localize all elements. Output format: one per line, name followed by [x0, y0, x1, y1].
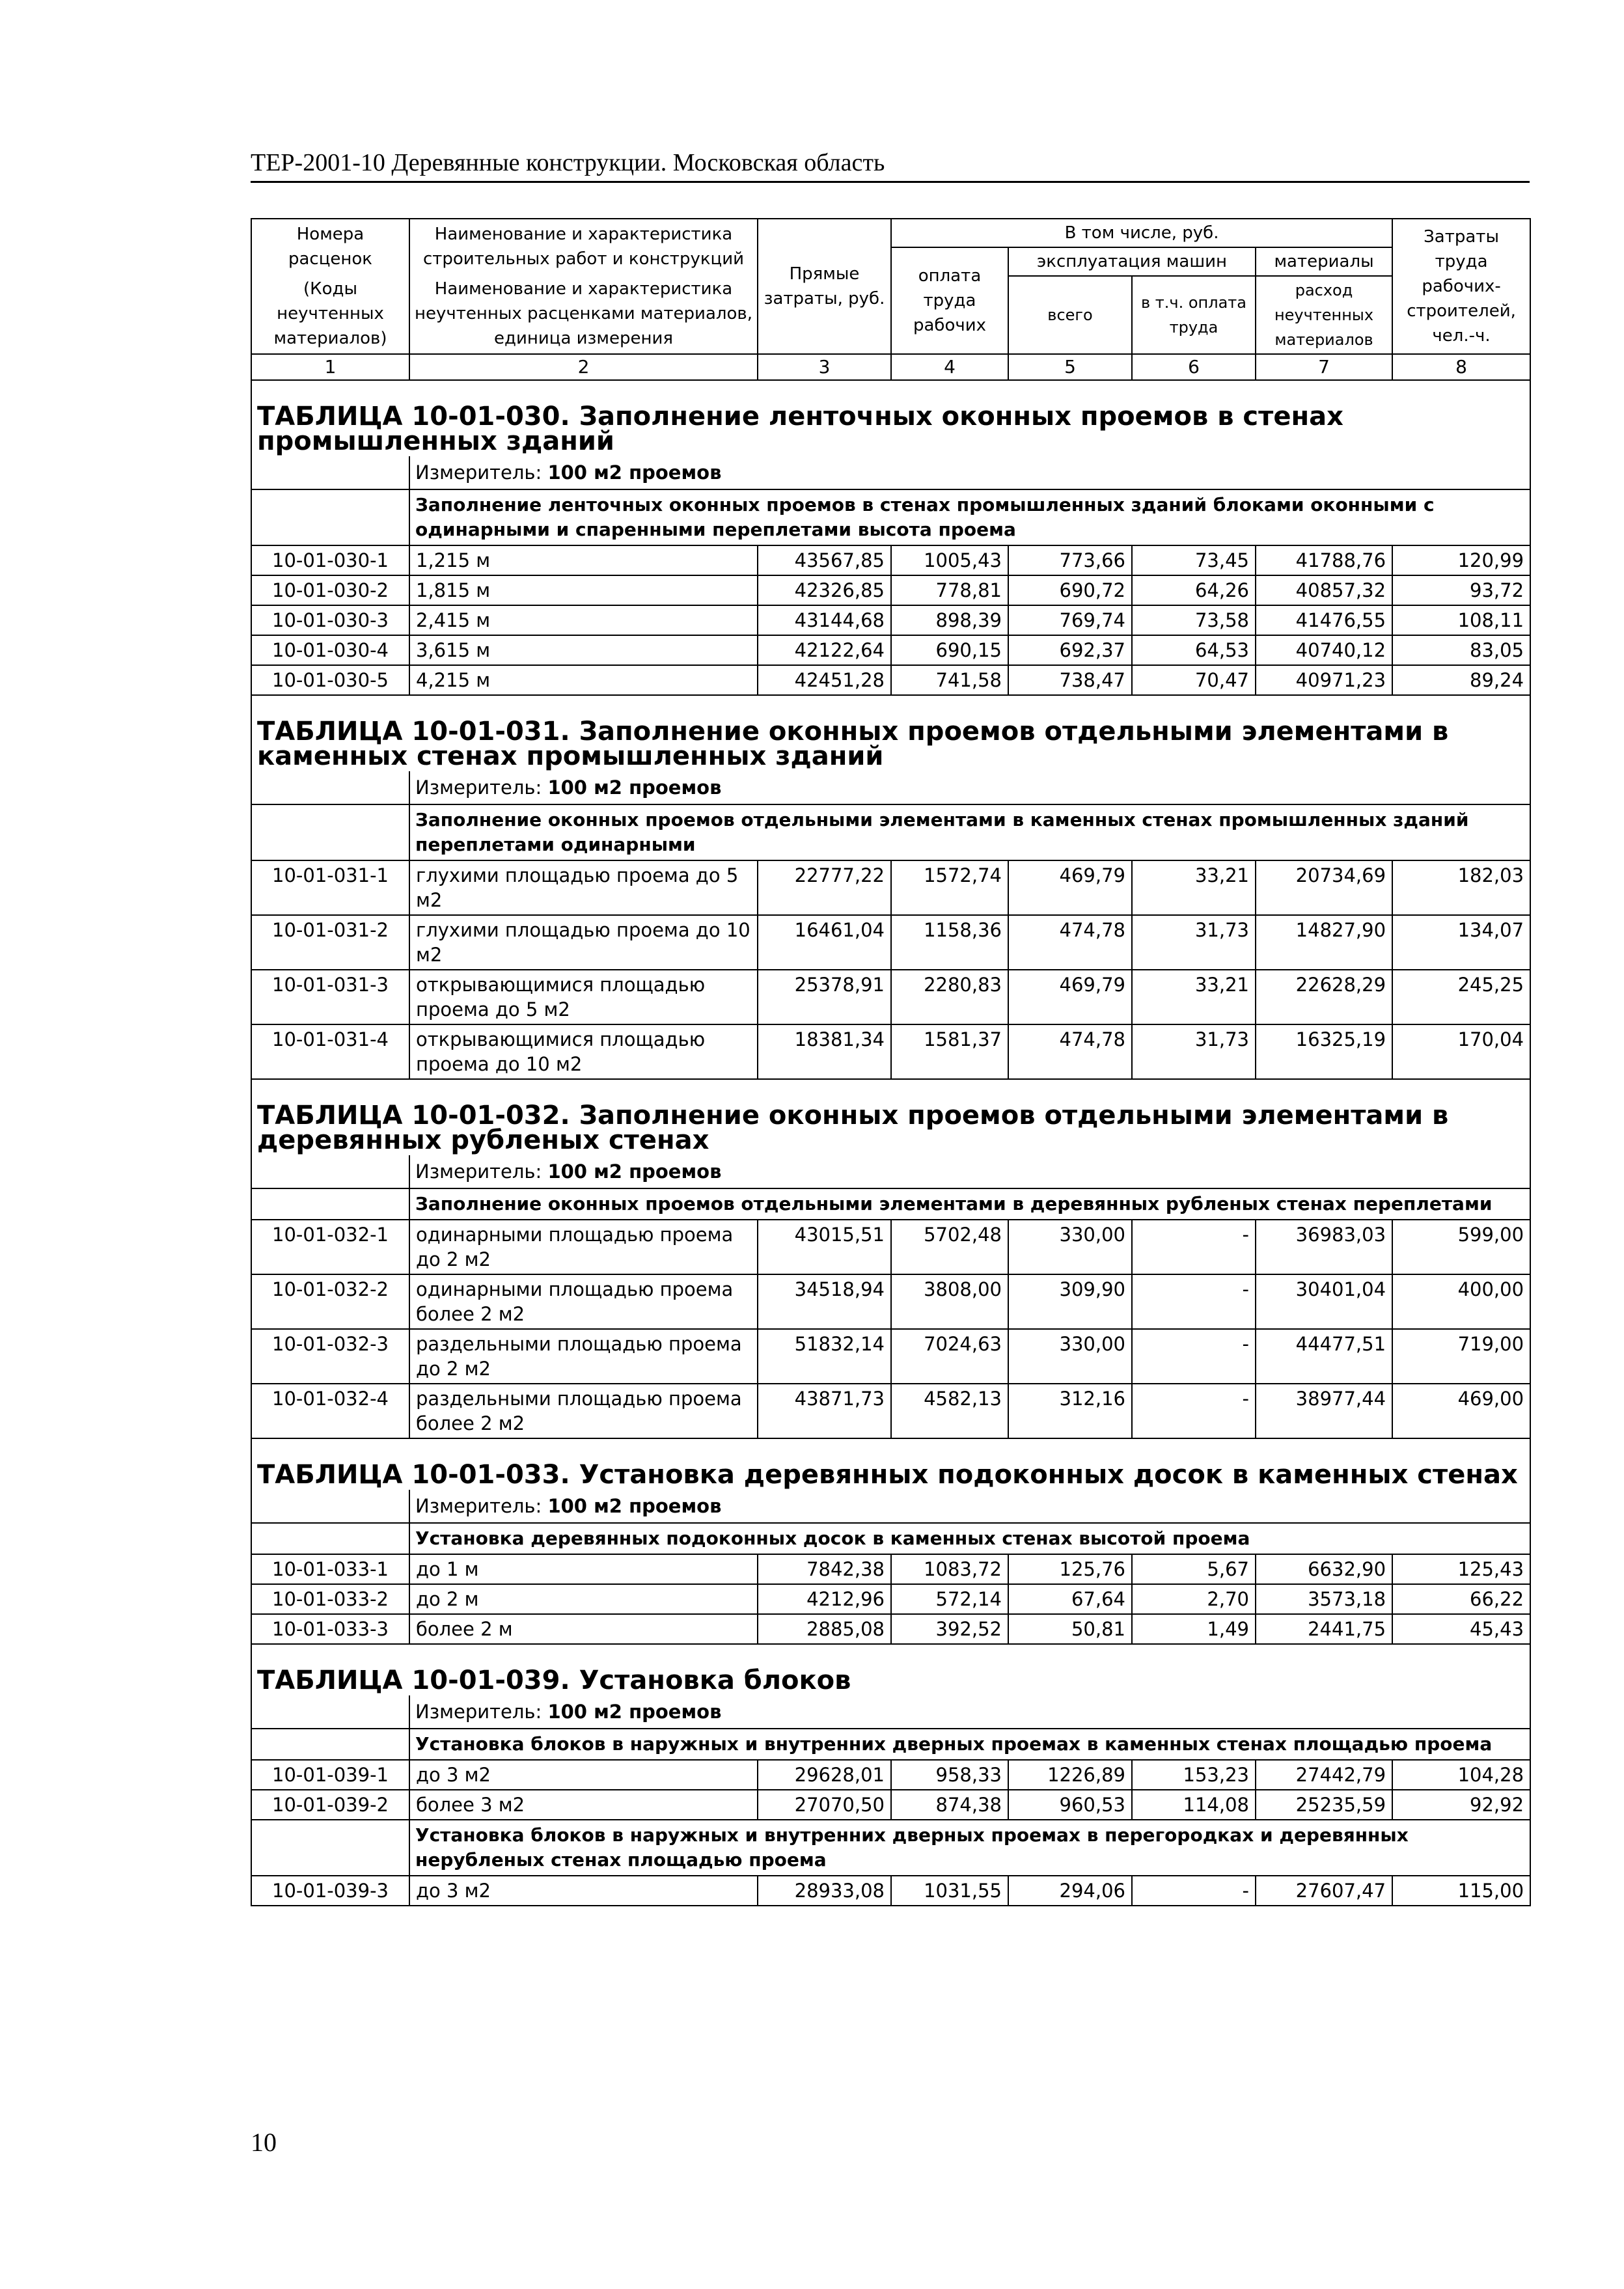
table-title-text: Установка блоков [570, 1665, 851, 1695]
rate-code: 10-01-033-3 [251, 1614, 409, 1644]
rate-code: 10-01-033-2 [251, 1584, 409, 1614]
gap-cell [251, 695, 1530, 710]
rate-code: 10-01-031-2 [251, 915, 409, 970]
machines-total: 469,79 [1008, 970, 1132, 1024]
incl-header: В том числе, руб. [891, 219, 1392, 247]
measure-spacer [251, 1695, 409, 1729]
table-number: ТАБЛИЦА 10-01-033. [257, 1460, 570, 1490]
table-gap [251, 380, 1530, 395]
labor-pay: 1158,36 [891, 915, 1008, 970]
col-3-header: Прямые затраты, руб. [758, 219, 891, 354]
rate-code: 10-01-031-3 [251, 970, 409, 1024]
labor-pay: 1031,55 [891, 1876, 1008, 1906]
labor-pay: 3808,00 [891, 1274, 1008, 1329]
machines-labor-pay: 70,47 [1132, 665, 1256, 695]
measure-row [251, 456, 1530, 489]
gap-cell [251, 1438, 1530, 1453]
labor-pay: 572,14 [891, 1584, 1008, 1614]
measure-cell [409, 456, 1530, 489]
section-spacer [251, 1820, 409, 1876]
table-gap [251, 695, 1530, 710]
direct-costs: 16461,04 [758, 915, 891, 970]
gap-cell [251, 380, 1530, 395]
machines-labor-pay: 31,73 [1132, 915, 1256, 970]
col-7-header: расход неучтенных материалов [1256, 276, 1392, 354]
work-name: до 3 м2 [409, 1876, 758, 1906]
measure-unit: 100 м2 проемов [547, 1160, 722, 1183]
labor-hours: 245,25 [1392, 970, 1530, 1024]
materials: 36983,03 [1256, 1220, 1392, 1274]
work-name: 1,215 м [409, 545, 758, 575]
machines-labor-pay: 31,73 [1132, 1024, 1256, 1079]
direct-costs: 42451,28 [758, 665, 891, 695]
labor-pay: 392,52 [891, 1614, 1008, 1644]
labor-pay: 874,38 [891, 1790, 1008, 1820]
labor-pay: 1083,72 [891, 1554, 1008, 1584]
work-name: 4,215 м [409, 665, 758, 695]
materials: 27607,47 [1256, 1876, 1392, 1906]
materials: 41476,55 [1256, 605, 1392, 635]
materials: 22628,29 [1256, 970, 1392, 1024]
table-gap [251, 1644, 1530, 1659]
labor-pay: 778,81 [891, 575, 1008, 605]
table-row [251, 1220, 1530, 1274]
table-title-row [251, 395, 1530, 456]
materials: 6632,90 [1256, 1554, 1392, 1584]
col-number: 2 [409, 354, 758, 380]
machines-total: 50,81 [1008, 1614, 1132, 1644]
section-heading: Заполнение оконных проемов отдельными элементами в каменных стенах промышленных зданий переплетами одинарными [409, 804, 1530, 860]
machines-total: 769,74 [1008, 605, 1132, 635]
machines-labor-pay: - [1132, 1274, 1256, 1329]
work-name: глухими площадью проема до 5 м2 [409, 860, 758, 915]
work-name: до 1 м [409, 1554, 758, 1584]
machines-total: 960,53 [1008, 1790, 1132, 1820]
measure-cell [409, 1155, 1530, 1188]
rate-code: 10-01-033-1 [251, 1554, 409, 1584]
rate-code: 10-01-032-3 [251, 1329, 409, 1384]
table-title [251, 1453, 1530, 1490]
machines-labor-pay: 114,08 [1132, 1790, 1256, 1820]
table-title [251, 1659, 1530, 1695]
materials: 20734,69 [1256, 860, 1392, 915]
direct-costs: 22777,22 [758, 860, 891, 915]
materials: 41788,76 [1256, 545, 1392, 575]
materials: 2441,75 [1256, 1614, 1392, 1644]
materials: 40857,32 [1256, 575, 1392, 605]
machines-total: 309,90 [1008, 1274, 1132, 1329]
machines-total: 125,76 [1008, 1554, 1132, 1584]
direct-costs: 18381,34 [758, 1024, 891, 1079]
table-row [251, 915, 1530, 970]
work-name: до 3 м2 [409, 1760, 758, 1790]
labor-hours: 45,43 [1392, 1614, 1530, 1644]
labor-hours: 104,28 [1392, 1760, 1530, 1790]
table-gap [251, 1079, 1530, 1094]
table-title-text: Заполнение оконных проемов отдельными элементами в каменных стенах промышленных зданий [257, 717, 1449, 771]
work-name: до 2 м [409, 1584, 758, 1614]
labor-pay: 958,33 [891, 1760, 1008, 1790]
measure-unit: 100 м2 проемов [547, 1495, 722, 1517]
labor-pay: 898,39 [891, 605, 1008, 635]
rate-code: 10-01-030-2 [251, 575, 409, 605]
measure-label: Измеритель: [415, 461, 542, 484]
table-row [251, 1584, 1530, 1614]
table-number: ТАБЛИЦА 10-01-031. [257, 717, 570, 747]
materials: 40740,12 [1256, 635, 1392, 665]
labor-pay: 1005,43 [891, 545, 1008, 575]
measure-label: Измеритель: [415, 1701, 542, 1723]
machines-total: 67,64 [1008, 1584, 1132, 1614]
col-6-header: в т.ч. оплата труда [1132, 276, 1256, 354]
rate-code: 10-01-031-4 [251, 1024, 409, 1079]
work-name: открывающимися площадью проема до 10 м2 [409, 1024, 758, 1079]
work-name: раздельными площадью проема более 2 м2 [409, 1384, 758, 1438]
section-spacer [251, 1729, 409, 1760]
machines-labor-pay: 153,23 [1132, 1760, 1256, 1790]
section-heading-row [251, 1188, 1530, 1220]
measure-unit: 100 м2 проемов [547, 1701, 722, 1723]
labor-pay: 690,15 [891, 635, 1008, 665]
measure-spacer [251, 456, 409, 489]
labor-hours: 125,43 [1392, 1554, 1530, 1584]
section-heading: Заполнение оконных проемов отдельными элементами в деревянных рубленых стенах переплетами [409, 1188, 1530, 1220]
measure-row [251, 1155, 1530, 1188]
section-spacer [251, 1188, 409, 1220]
table-row [251, 665, 1530, 695]
labor-pay: 2280,83 [891, 970, 1008, 1024]
machines-labor-pay: 33,21 [1132, 860, 1256, 915]
machines-labor-pay: - [1132, 1329, 1256, 1384]
rate-code: 10-01-030-1 [251, 545, 409, 575]
table-title [251, 1094, 1530, 1155]
measure-unit: 100 м2 проемов [547, 776, 722, 799]
col-4-header: оплата труда рабочих [891, 247, 1008, 354]
rate-code: 10-01-039-2 [251, 1790, 409, 1820]
machines-total: 690,72 [1008, 575, 1132, 605]
col-number: 7 [1256, 354, 1392, 380]
table-title-row [251, 710, 1530, 771]
col-2-title: Наименование и характеристика строительных работ и конструкций [422, 225, 745, 269]
col-2-subtitle: Наименование и характеристика неучтенных расценками материалов, единица измерения [414, 279, 753, 348]
machines-total: 312,16 [1008, 1384, 1132, 1438]
labor-hours: 93,72 [1392, 575, 1530, 605]
labor-hours: 92,92 [1392, 1790, 1530, 1820]
section-spacer [251, 1523, 409, 1554]
table-title-row [251, 1453, 1530, 1490]
direct-costs: 4212,96 [758, 1584, 891, 1614]
machines-labor-pay: 64,53 [1132, 635, 1256, 665]
measure-label: Измеритель: [415, 1160, 542, 1183]
table-title-text: Установка деревянных подоконных досок в каменных стенах [570, 1460, 1518, 1490]
measure-label: Измеритель: [415, 776, 542, 799]
col-8-header: Затраты труда рабочих-строителей, чел.-ч. [1392, 219, 1530, 354]
rate-code: 10-01-030-4 [251, 635, 409, 665]
table-title [251, 395, 1530, 456]
labor-hours: 120,99 [1392, 545, 1530, 575]
direct-costs: 42122,64 [758, 635, 891, 665]
materials: 44477,51 [1256, 1329, 1392, 1384]
labor-pay: 7024,63 [891, 1329, 1008, 1384]
col-5-header: всего [1008, 276, 1132, 354]
direct-costs: 2885,08 [758, 1614, 891, 1644]
work-name: одинарными площадью проема до 2 м2 [409, 1220, 758, 1274]
labor-pay: 741,58 [891, 665, 1008, 695]
machines-total: 773,66 [1008, 545, 1132, 575]
machines-labor-pay: 33,21 [1132, 970, 1256, 1024]
col-number: 6 [1132, 354, 1256, 380]
table-number: ТАБЛИЦА 10-01-030. [257, 402, 570, 432]
rate-code: 10-01-039-3 [251, 1876, 409, 1906]
labor-hours: 134,07 [1392, 915, 1530, 970]
table-row [251, 1760, 1530, 1790]
col-number: 4 [891, 354, 1008, 380]
table-row [251, 605, 1530, 635]
machines-total: 738,47 [1008, 665, 1132, 695]
machines-header: эксплуатация машин [1008, 247, 1256, 276]
column-header-row [251, 219, 1530, 247]
table-row [251, 1790, 1530, 1820]
materials-header: материалы [1256, 247, 1392, 276]
measure-spacer [251, 771, 409, 804]
gap-cell [251, 1079, 1530, 1094]
col-1-subtitle: (Коды неучтенных материалов) [273, 279, 387, 348]
machines-total: 474,78 [1008, 915, 1132, 970]
machines-labor-pay: 1,49 [1132, 1614, 1256, 1644]
direct-costs: 25378,91 [758, 970, 891, 1024]
section-heading: Установка блоков в наружных и внутренних дверных проемах в каменных стенах площадью проема [409, 1729, 1530, 1760]
table-title-row [251, 1659, 1530, 1695]
direct-costs: 29628,01 [758, 1760, 891, 1790]
materials: 40971,23 [1256, 665, 1392, 695]
section-heading: Заполнение ленточных оконных проемов в стенах промышленных зданий блоками оконными с одинарными и спаренными переплетами высота проема [409, 489, 1530, 545]
labor-hours: 83,05 [1392, 635, 1530, 665]
work-name: одинарными площадью проема более 2 м2 [409, 1274, 758, 1329]
col-2-header [409, 219, 758, 354]
machines-total: 1226,89 [1008, 1760, 1132, 1790]
direct-costs: 27070,50 [758, 1790, 891, 1820]
machines-total: 474,78 [1008, 1024, 1132, 1079]
machines-total: 330,00 [1008, 1329, 1132, 1384]
rate-code: 10-01-032-4 [251, 1384, 409, 1438]
work-name: открывающимися площадью проема до 5 м2 [409, 970, 758, 1024]
measure-spacer [251, 1155, 409, 1188]
table-row [251, 1329, 1530, 1384]
labor-hours: 182,03 [1392, 860, 1530, 915]
labor-hours: 400,00 [1392, 1274, 1530, 1329]
machines-labor-pay: - [1132, 1384, 1256, 1438]
section-heading-row [251, 489, 1530, 545]
labor-hours: 170,04 [1392, 1024, 1530, 1079]
table-row [251, 970, 1530, 1024]
direct-costs: 43144,68 [758, 605, 891, 635]
section-spacer [251, 489, 409, 545]
machines-labor-pay: 2,70 [1132, 1584, 1256, 1614]
direct-costs: 34518,94 [758, 1274, 891, 1329]
rate-code: 10-01-039-1 [251, 1760, 409, 1790]
measure-row [251, 1490, 1530, 1523]
section-heading-row [251, 1820, 1530, 1876]
materials: 25235,59 [1256, 1790, 1392, 1820]
table-title-row [251, 1094, 1530, 1155]
table-title-text: Заполнение оконных проемов отдельными элементами в деревянных рубленых стенах [257, 1101, 1449, 1155]
labor-hours: 469,00 [1392, 1384, 1530, 1438]
direct-costs: 42326,85 [758, 575, 891, 605]
machines-labor-pay: 5,67 [1132, 1554, 1256, 1584]
machines-total: 294,06 [1008, 1876, 1132, 1906]
direct-costs: 43015,51 [758, 1220, 891, 1274]
work-name: 1,815 м [409, 575, 758, 605]
labor-pay: 1572,74 [891, 860, 1008, 915]
labor-hours: 108,11 [1392, 605, 1530, 635]
table-row [251, 1274, 1530, 1329]
col-number: 5 [1008, 354, 1132, 380]
page-number: 10 [251, 2128, 277, 2157]
machines-labor-pay: 73,58 [1132, 605, 1256, 635]
materials: 16325,19 [1256, 1024, 1392, 1079]
rate-code: 10-01-030-5 [251, 665, 409, 695]
rate-code: 10-01-032-1 [251, 1220, 409, 1274]
table-gap [251, 1438, 1530, 1453]
table-row [251, 545, 1530, 575]
labor-pay: 1581,37 [891, 1024, 1008, 1079]
measure-cell [409, 1695, 1530, 1729]
gap-cell [251, 1644, 1530, 1659]
measure-row [251, 771, 1530, 804]
rate-code: 10-01-032-2 [251, 1274, 409, 1329]
direct-costs: 7842,38 [758, 1554, 891, 1584]
measure-row [251, 1695, 1530, 1729]
col-number: 1 [251, 354, 409, 380]
labor-hours: 89,24 [1392, 665, 1530, 695]
table-title [251, 710, 1530, 771]
col-number: 3 [758, 354, 891, 380]
materials: 38977,44 [1256, 1384, 1392, 1438]
column-number-row [251, 354, 1530, 380]
section-heading-row [251, 804, 1530, 860]
col-1-header [251, 219, 409, 354]
machines-labor-pay: 64,26 [1132, 575, 1256, 605]
measure-unit: 100 м2 проемов [547, 461, 722, 484]
table-number: ТАБЛИЦА 10-01-039. [257, 1665, 570, 1695]
work-name: более 3 м2 [409, 1790, 758, 1820]
labor-pay: 4582,13 [891, 1384, 1008, 1438]
machines-total: 330,00 [1008, 1220, 1132, 1274]
machines-labor-pay: - [1132, 1876, 1256, 1906]
work-name: раздельными площадью проема до 2 м2 [409, 1329, 758, 1384]
table-row [251, 635, 1530, 665]
table-number: ТАБЛИЦА 10-01-032. [257, 1101, 570, 1131]
machines-total: 469,79 [1008, 860, 1132, 915]
direct-costs: 43871,73 [758, 1384, 891, 1438]
work-name: 3,615 м [409, 635, 758, 665]
measure-label: Измеритель: [415, 1495, 542, 1517]
rate-code: 10-01-031-1 [251, 860, 409, 915]
table-title-text: Заполнение ленточных оконных проемов в стенах промышленных зданий [257, 402, 1343, 456]
measure-cell [409, 1490, 1530, 1523]
rate-code: 10-01-030-3 [251, 605, 409, 635]
measure-spacer [251, 1490, 409, 1523]
section-heading: Установка деревянных подоконных досок в каменных стенах высотой проема [409, 1523, 1530, 1554]
labor-pay: 5702,48 [891, 1220, 1008, 1274]
work-name: глухими площадью проема до 10 м2 [409, 915, 758, 970]
section-spacer [251, 804, 409, 860]
materials: 14827,90 [1256, 915, 1392, 970]
table-row [251, 1554, 1530, 1584]
section-heading-row [251, 1523, 1530, 1554]
machines-labor-pay: - [1132, 1220, 1256, 1274]
section-heading: Установка блоков в наружных и внутренних дверных проемах в перегородках и деревянных нерубленых стенах площадью проема [409, 1820, 1530, 1876]
labor-hours: 599,00 [1392, 1220, 1530, 1274]
labor-hours: 719,00 [1392, 1329, 1530, 1384]
materials: 27442,79 [1256, 1760, 1392, 1790]
machines-total: 692,37 [1008, 635, 1132, 665]
work-name: более 2 м [409, 1614, 758, 1644]
direct-costs: 43567,85 [758, 545, 891, 575]
direct-costs: 51832,14 [758, 1329, 891, 1384]
labor-hours: 66,22 [1392, 1584, 1530, 1614]
machines-labor-pay: 73,45 [1132, 545, 1256, 575]
rates-table [251, 218, 1531, 1906]
table-row [251, 575, 1530, 605]
table-row [251, 1614, 1530, 1644]
section-heading-row [251, 1729, 1530, 1760]
measure-cell [409, 771, 1530, 804]
table-row [251, 1384, 1530, 1438]
table-row [251, 860, 1530, 915]
labor-hours: 115,00 [1392, 1876, 1530, 1906]
table-row [251, 1024, 1530, 1079]
work-name: 2,415 м [409, 605, 758, 635]
col-number: 8 [1392, 354, 1530, 380]
running-header: ТЕР-2001-10 Деревянные конструкции. Московская область [251, 148, 1530, 183]
materials: 30401,04 [1256, 1274, 1392, 1329]
col-1-title: Номера расценок [288, 225, 373, 269]
direct-costs: 28933,08 [758, 1876, 891, 1906]
materials: 3573,18 [1256, 1584, 1392, 1614]
table-row [251, 1876, 1530, 1906]
